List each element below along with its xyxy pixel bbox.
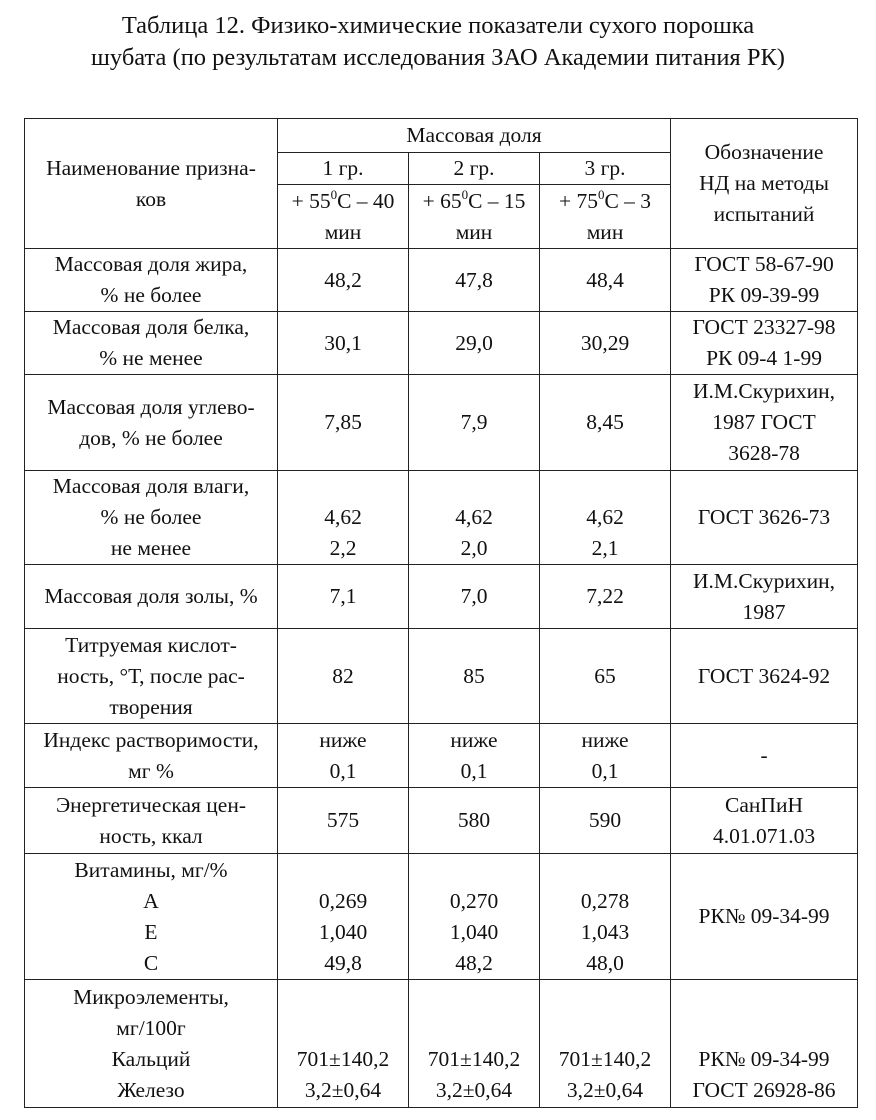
header-name-line: Наименование призна- [46, 155, 256, 180]
cell-line: 85 [463, 663, 485, 688]
temp-prefix: + 65 [422, 188, 462, 213]
value-cell-group-3 [540, 629, 671, 724]
cell-line [412, 471, 536, 502]
cell-line [281, 982, 405, 1013]
method-cell [671, 471, 858, 565]
table-caption [0, 10, 876, 74]
cell-line: ность, ккал [99, 823, 203, 848]
cell-line: 7,0 [460, 584, 488, 608]
value-cell-group-1 [278, 980, 409, 1108]
value-cell-group-2 [409, 375, 540, 471]
cell-line: 2,2 [329, 536, 357, 560]
cell-line: 30,29 [580, 330, 630, 355]
row-name-cell [25, 854, 278, 980]
cell-line: 82 [332, 663, 354, 688]
value-cell-group-1 [278, 312, 409, 375]
cell-line [281, 471, 405, 502]
cell-line: 4,62 [324, 505, 362, 529]
value-cell-group-2 [409, 629, 540, 724]
row-name-cell [25, 249, 278, 312]
value-cell-group-1 [278, 788, 409, 854]
cell-line [543, 982, 667, 1013]
row-name-cell [25, 629, 278, 724]
cell-line: 4,62 [455, 505, 493, 529]
header-method-cell [671, 119, 858, 249]
header-name-line: ков [135, 186, 167, 211]
cell-line: - [760, 743, 768, 767]
cell-line: 29,0 [455, 330, 493, 355]
value-cell-group-3 [540, 565, 671, 629]
cell-line: ниже [581, 727, 629, 752]
time-unit: мин [324, 219, 362, 244]
cell-line: 48,0 [586, 950, 624, 975]
method-cell [671, 375, 858, 471]
value-cell-group-3 [540, 788, 671, 854]
value-cell-group-2 [409, 854, 540, 980]
cell-line: не менее [110, 536, 192, 560]
value-cell-group-1 [278, 375, 409, 471]
cell-line: 575 [326, 808, 360, 832]
cell-line: 48,4 [586, 267, 624, 292]
cell-line: творения [109, 694, 193, 719]
cell-line: Массовая доля жира, [54, 252, 248, 276]
caption-line-1: Таблица 12. Физико-химические показатели сухого порошка [121, 12, 755, 39]
temp-degree-sup: 0 [330, 186, 338, 202]
cell-line: РК 09-4 1-99 [706, 346, 822, 370]
method-cell [671, 312, 858, 375]
cell-line: РК№ 09-34-99 [698, 1046, 830, 1071]
method-cell [671, 854, 858, 980]
cell-line: 701±140,2 [558, 1046, 652, 1071]
cell-line: 580 [457, 808, 491, 832]
value-cell-group-3 [540, 249, 671, 312]
cell-line: 3628-78 [728, 441, 800, 465]
cell-line: 0,278 [580, 888, 630, 913]
group-condition [278, 185, 409, 249]
cell-line: А [143, 888, 159, 913]
cell-line: 590 [588, 808, 622, 832]
physico-chemical-table [24, 118, 858, 1108]
cell-line: мг % [128, 758, 174, 783]
cell-line: 4,62 [586, 505, 624, 529]
cell-line: Индекс растворимости, [43, 727, 259, 752]
table-row [25, 980, 858, 1108]
table-row [25, 565, 858, 629]
cell-line [543, 471, 667, 502]
cell-line: % не более [100, 283, 202, 307]
cell-line: 49,8 [324, 950, 362, 975]
value-cell-group-3 [540, 375, 671, 471]
cell-line: РК№ 09-34-99 [698, 904, 830, 928]
time-unit: мин [455, 219, 493, 244]
cell-line: 701±140,2 [296, 1046, 390, 1071]
cell-line: 2,1 [591, 536, 619, 560]
header-method-line: НД на методы [699, 171, 829, 195]
row-name-cell [25, 375, 278, 471]
cell-line: 8,45 [586, 410, 624, 434]
cell-line: 47,8 [455, 267, 493, 292]
row-name-cell [25, 980, 278, 1108]
cell-line: И.М.Скурихин, [693, 379, 836, 403]
cell-line: 7,1 [329, 584, 357, 608]
cell-line: РК 09-39-99 [708, 283, 820, 307]
cell-line: Массовая доля золы, % [44, 584, 258, 608]
header-name-cell [25, 119, 278, 249]
group-label: 3 гр. [540, 153, 671, 185]
value-cell-group-3 [540, 471, 671, 565]
value-cell-group-1 [278, 724, 409, 788]
row-name-cell [25, 724, 278, 788]
header-method-line: Обозначение [704, 140, 824, 164]
value-cell-group-3 [540, 854, 671, 980]
value-cell-group-2 [409, 312, 540, 375]
cell-line [281, 855, 405, 886]
cell-line: 65 [594, 663, 616, 688]
value-cell-group-1 [278, 471, 409, 565]
value-cell-group-3 [540, 312, 671, 375]
group-condition [409, 185, 540, 249]
cell-line: 0,269 [318, 888, 368, 913]
cell-line: 1,040 [318, 919, 368, 944]
cell-line: 7,9 [460, 410, 488, 434]
cell-line [674, 982, 854, 1013]
temp-prefix: + 55 [291, 188, 331, 213]
cell-line: 3,2±0,64 [304, 1077, 382, 1102]
cell-line: 1,043 [580, 919, 630, 944]
temp-suffix: С – 3 [604, 188, 652, 213]
cell-line: 48,2 [324, 267, 362, 292]
value-cell-group-1 [278, 629, 409, 724]
cell-line: ГОСТ 23327-98 [692, 315, 836, 339]
cell-line: Микроэлементы, [73, 984, 229, 1009]
table-row [25, 854, 858, 980]
table-row [25, 312, 858, 375]
cell-line: 1987 ГОСТ [712, 410, 816, 434]
value-cell-group-3 [540, 980, 671, 1108]
method-cell [671, 980, 858, 1108]
group-condition [540, 185, 671, 249]
cell-line: Е [144, 919, 158, 944]
table-row [25, 471, 858, 565]
value-cell-group-1 [278, 854, 409, 980]
cell-line [412, 855, 536, 886]
cell-line: ГОСТ 3626-73 [697, 505, 831, 529]
cell-line: 7,85 [324, 410, 362, 434]
cell-line: ГОСТ 3624-92 [697, 663, 831, 688]
row-name-cell [25, 788, 278, 854]
method-cell [671, 724, 858, 788]
value-cell-group-1 [278, 565, 409, 629]
cell-line: дов, % не более [79, 425, 223, 450]
cell-line: Массовая доля углево- [47, 394, 255, 419]
cell-line: Кальций [111, 1046, 191, 1071]
value-cell-group-2 [409, 724, 540, 788]
table-row [25, 249, 858, 312]
cell-line: % не более [100, 505, 202, 529]
cell-line: 3,2±0,64 [435, 1077, 513, 1102]
cell-line: С [143, 950, 159, 975]
temp-suffix: С – 15 [468, 188, 526, 213]
cell-line: мг/100г [116, 1015, 186, 1040]
method-cell [671, 565, 858, 629]
cell-line: 30,1 [324, 330, 362, 355]
cell-line: Железо [117, 1077, 185, 1102]
time-unit: мин [586, 219, 624, 244]
cell-line: 0,1 [329, 758, 357, 783]
cell-line: 2,0 [460, 536, 488, 560]
cell-line: 0,1 [460, 758, 488, 783]
temp-degree-sup: 0 [461, 186, 469, 202]
value-cell-group-3 [540, 724, 671, 788]
header-method-line: испытаний [713, 202, 815, 226]
cell-line: ность, °Т, после рас- [57, 663, 245, 688]
cell-line: 7,22 [586, 584, 624, 608]
table-row [25, 375, 858, 471]
cell-line: ниже [450, 727, 498, 752]
table-row [25, 788, 858, 854]
table-row [25, 629, 858, 724]
method-cell [671, 788, 858, 854]
cell-line: И.М.Скурихин, [693, 568, 836, 593]
temp-suffix: С – 40 [337, 188, 395, 213]
cell-line: Титруемая кислот- [65, 632, 237, 657]
cell-line [674, 1013, 854, 1044]
row-name-cell [25, 565, 278, 629]
method-cell [671, 629, 858, 724]
row-name-cell [25, 471, 278, 565]
cell-line: 1,040 [449, 919, 499, 944]
cell-line: Витамины, мг/% [74, 857, 228, 882]
cell-line: ГОСТ 26928-86 [692, 1077, 836, 1102]
value-cell-group-2 [409, 471, 540, 565]
table-body [25, 249, 858, 1108]
value-cell-group-2 [409, 249, 540, 312]
group-label: 2 гр. [409, 153, 540, 185]
method-cell [671, 249, 858, 312]
cell-line: 3,2±0,64 [566, 1077, 644, 1102]
caption-line-2: шубата (по результатам исследования ЗАО Академии питания РК) [91, 44, 785, 71]
cell-line: 1987 [742, 599, 786, 624]
cell-line [412, 982, 536, 1013]
cell-line: СанПиН [725, 792, 803, 817]
cell-line: 0,270 [449, 888, 499, 913]
cell-line [281, 1013, 405, 1044]
cell-line: ГОСТ 58-67-90 [694, 252, 834, 276]
table-row [25, 724, 858, 788]
row-name-cell [25, 312, 278, 375]
cell-line: 701±140,2 [427, 1046, 521, 1071]
cell-line: 48,2 [455, 950, 493, 975]
cell-line [543, 1013, 667, 1044]
cell-line: % не менее [99, 346, 203, 370]
temp-prefix: + 75 [558, 188, 598, 213]
cell-line: 0,1 [591, 758, 619, 783]
cell-line: Энергетическая цен- [55, 792, 247, 817]
cell-line [412, 1013, 536, 1044]
cell-line: Массовая доля влаги, [52, 474, 250, 498]
cell-line [543, 855, 667, 886]
value-cell-group-2 [409, 980, 540, 1108]
cell-line: 4.01.071.03 [712, 823, 816, 848]
value-cell-group-2 [409, 788, 540, 854]
cell-line: Массовая доля белка, [52, 315, 250, 339]
header-mass-fraction: Массовая доля [278, 119, 671, 153]
group-label: 1 гр. [278, 153, 409, 185]
cell-line: ниже [319, 727, 367, 752]
value-cell-group-1 [278, 249, 409, 312]
value-cell-group-2 [409, 565, 540, 629]
temp-degree-sup: 0 [597, 186, 605, 202]
